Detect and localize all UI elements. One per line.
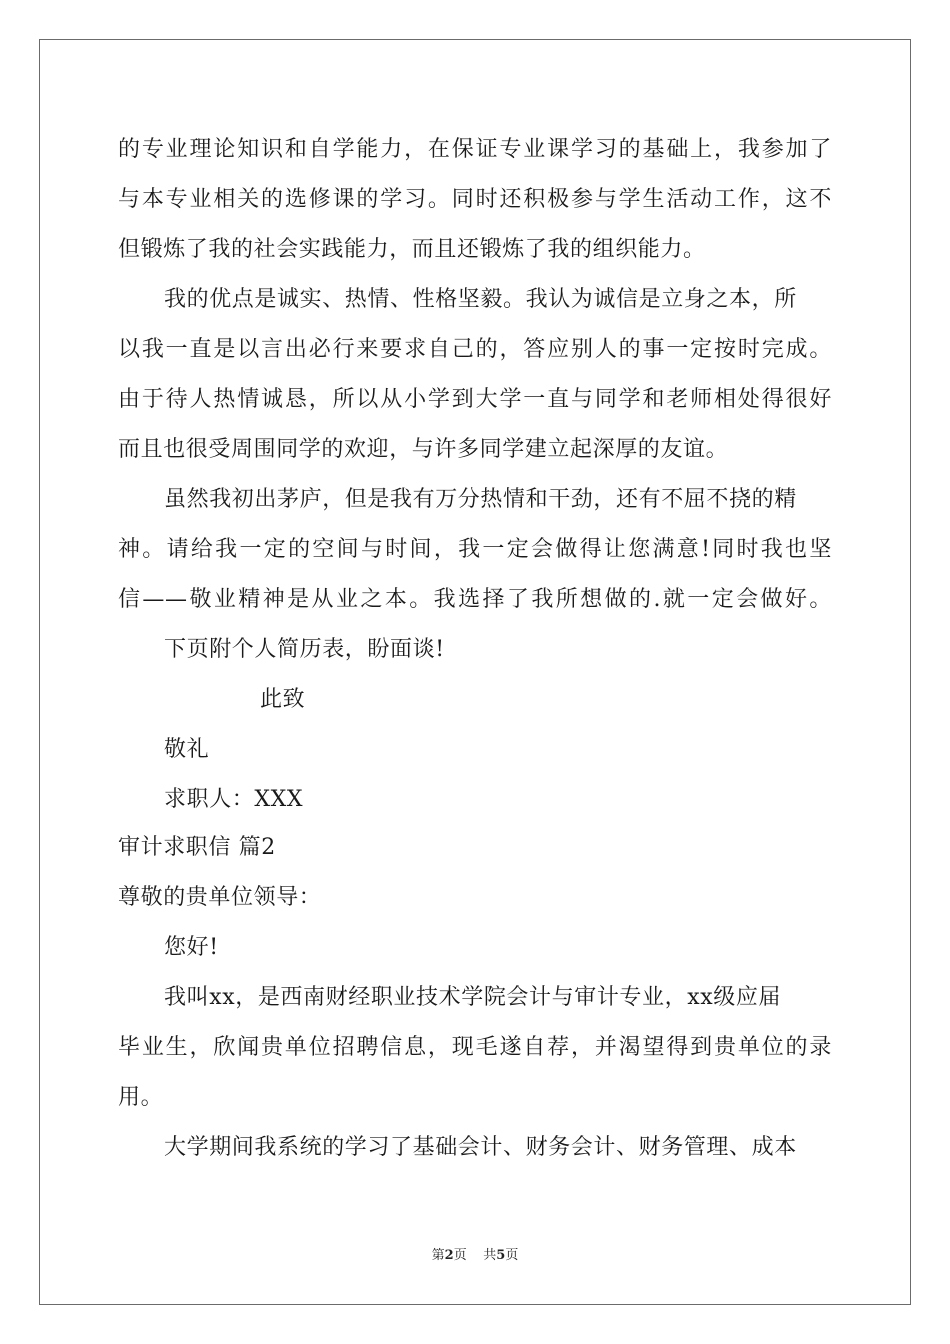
closing-salutation: 此致: [260, 687, 306, 712]
page-footer: [0, 1248, 950, 1264]
page-frame: [39, 39, 911, 1305]
total-prefix: 共: [483, 1248, 497, 1263]
text-line: 以我一直是以言出必行来要求自己的，答应别人的事一定按时完成。: [118, 337, 832, 362]
text-line: 但锻炼了我的社会实践能力，而且还锻炼了我的组织能力。: [118, 237, 706, 262]
section-heading: 审计求职信 篇2: [118, 835, 276, 860]
letter-hello: 您好!: [164, 935, 219, 960]
letter-greeting: 尊敬的贵单位领导：: [118, 885, 322, 910]
text-line: 的专业理论知识和自学能力，在保证专业课学习的基础上，我参加了: [118, 137, 832, 162]
text-line: 由于待人热情诚恳，所以从小学到大学一直与同学和老师相处得很好: [118, 387, 832, 412]
text-line: 我叫xx，是西南财经职业技术学院会计与审计专业，xx级应届: [164, 985, 782, 1010]
text-line: 我的优点是诚实、热情、性格坚毅。我认为诚信是立身之本，所: [164, 287, 797, 312]
text-line: 毕业生，欣闻贵单位招聘信息，现毛遂自荐，并渴望得到贵单位的录: [118, 1035, 832, 1060]
total-suffix: 页: [505, 1248, 519, 1263]
page-number: 2: [444, 1248, 454, 1263]
page-suffix: 页: [453, 1248, 467, 1263]
text-line: 用。: [118, 1085, 164, 1110]
text-line: 下页附个人简历表，盼面谈!: [164, 637, 445, 662]
text-line: 神。请给我一定的空间与时间，我一定会做得让您满意!同时我也坚: [118, 537, 832, 562]
text-line: 而且也很受周围同学的欢迎，与许多同学建立起深厚的友谊。: [118, 437, 729, 462]
page-prefix: 第: [431, 1248, 445, 1263]
total-pages: 5: [496, 1248, 506, 1263]
text-line: 大学期间我系统的学习了基础会计、财务会计、财务管理、成本: [164, 1135, 797, 1160]
closing-regards: 敬礼: [164, 737, 210, 762]
text-line: 信——敬业精神是从业之本。我选择了我所想做的.就一定会做好。: [118, 587, 832, 612]
text-line: 虽然我初出茅庐，但是我有万分热情和干劲，还有不屈不挠的精: [164, 487, 797, 512]
text-line: 与本专业相关的选修课的学习。同时还积极参与学生活动工作，这不: [118, 187, 832, 212]
signature-line: 求职人：XXX: [164, 787, 304, 812]
